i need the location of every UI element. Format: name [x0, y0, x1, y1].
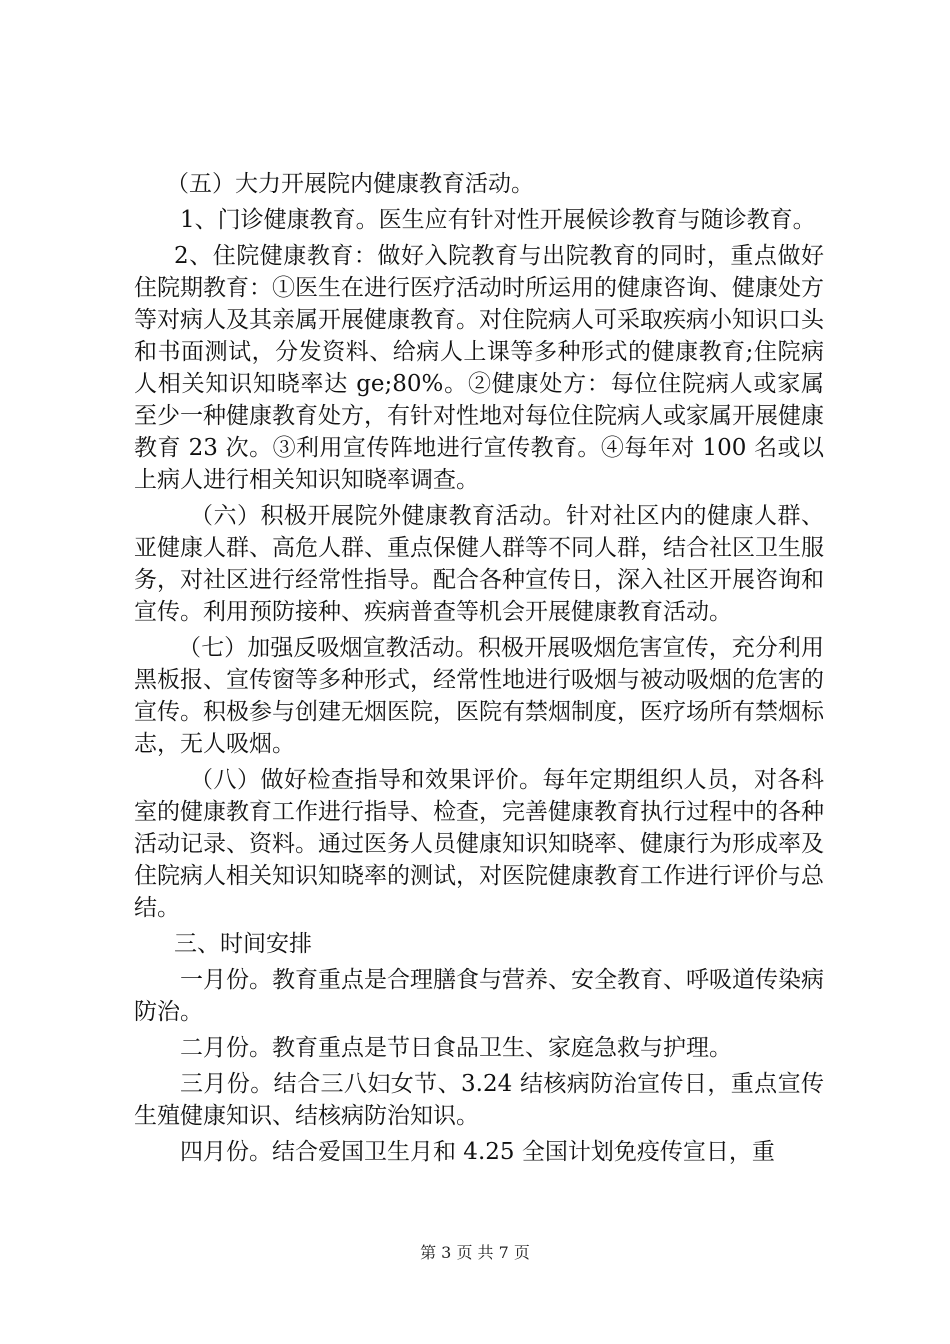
paragraph-inpatient-education: 2、住院健康教育：做好入院教育与出院教育的同时，重点做好住院期教育：①医生在进行医疗活动时所运用的健康咨询、健康处方等对病人及其亲属开展健康教育。对住院病人可采取疾病小知识口头和书面测试，分发资料、给病人上课等多种形式的健康教育;住院病人相关知识知晓率达 ge;80%。②健康处方：每位住院病人或家属至少一种健康教育处方，有针对性地对每位住院病人或家属开展健康教育 23 次。③利用宣传阵地进行宣传教育。④每年对 100 名或以上病人进行相关知识知晓率调查。: [134, 243, 824, 493]
heading-schedule: 三、时间安排: [174, 931, 312, 957]
paragraph-outpatient-education: 1、门诊健康教育。医生应有针对性开展候诊教育与随诊教育。: [180, 207, 816, 233]
paragraph-february: 二月份。教育重点是节日食品卫生、家庭急救与护理。: [180, 1035, 732, 1061]
paragraph-section-5: （五）大力开展院内健康教育活动。: [166, 171, 534, 197]
paragraph-section-7: （七）加强反吸烟宣教活动。积极开展吸烟危害宣传，充分利用黑板报、宣传窗等多种形式，经常性地进行吸烟与被动吸烟的危害的宣传。积极参与创建无烟医院，医院有禁烟制度，医疗场所有禁烟标志，无人吸烟。: [134, 635, 824, 757]
paragraph-section-8: （八）做好检查指导和效果评价。每年定期组织人员，对各科室的健康教育工作进行指导、检查，完善健康教育执行过程中的各种活动记录、资料。通过医务人员健康知识知晓率、健康行为形成率及住院病人相关知识知晓率的测试，对医院健康教育工作进行评价与总结。: [134, 767, 824, 921]
paragraph-april: 四月份。结合爱国卫生月和 4.25 全国计划免疫传宣日，重: [180, 1139, 775, 1165]
document-body: [134, 168, 824, 1172]
page-number-footer: 第 3 页 共 7 页: [420, 1243, 530, 1262]
paragraph-march: 三月份。结合三八妇女节、3.24 结核病防治宣传日，重点宣传生殖健康知识、结核病防治知识。: [134, 1071, 824, 1129]
paragraph-january: 一月份。教育重点是合理膳食与营养、安全教育、呼吸道传染病防治。: [134, 967, 824, 1025]
paragraph-section-6: （六）积极开展院外健康教育活动。针对社区内的健康人群、亚健康人群、高危人群、重点保健人群等不同人群，结合社区卫生服务，对社区进行经常性指导。配合各种宣传日，深入社区开展咨询和宣传。利用预防接种、疾病普查等机会开展健康教育活动。: [134, 503, 824, 625]
